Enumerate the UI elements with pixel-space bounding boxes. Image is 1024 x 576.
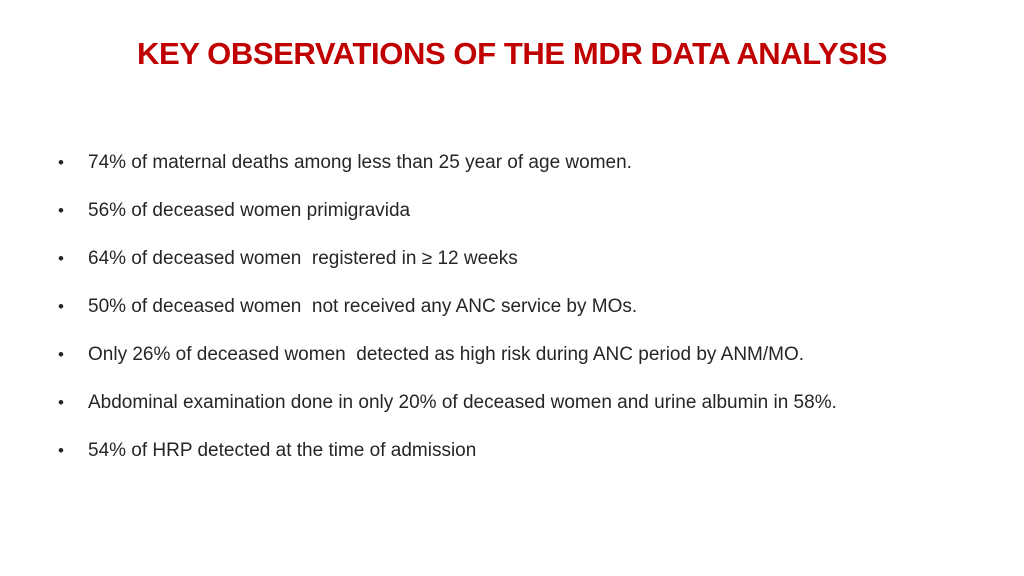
bullet-icon: • [58, 249, 64, 268]
list-item [58, 388, 978, 436]
bullet-icon: • [58, 153, 64, 172]
list-item [58, 148, 978, 196]
list-item [58, 436, 978, 484]
bullet-text: 64% of deceased women registered in ≥ 12 weeks [88, 248, 518, 269]
bullet-text: Only 26% of deceased women detected as high risk during ANC period by ANM/MO. [88, 344, 805, 365]
bullet-icon: • [58, 441, 64, 460]
bullet-icon: • [58, 201, 64, 220]
bullet-text: 54% of HRP detected at the time of admission [88, 440, 477, 461]
observations-list [58, 148, 978, 484]
list-item [58, 196, 978, 244]
bullet-text: 50% of deceased women not received any ANC service by MOs. [88, 296, 638, 317]
list-item [58, 340, 978, 388]
bullet-icon: • [58, 297, 64, 316]
bullet-icon: • [58, 345, 64, 364]
bullet-text: 74% of maternal deaths among less than 25 year of age women. [88, 152, 632, 173]
bullet-icon: • [58, 393, 64, 412]
list-item [58, 244, 978, 292]
slide-title: KEY OBSERVATIONS OF THE MDR DATA ANALYSIS [136, 36, 888, 71]
list-item [58, 292, 978, 340]
bullet-text: Abdominal examination done in only 20% of deceased women and urine albumin in 58%. [88, 392, 837, 413]
bullet-text: 56% of deceased women primigravida [88, 200, 411, 221]
